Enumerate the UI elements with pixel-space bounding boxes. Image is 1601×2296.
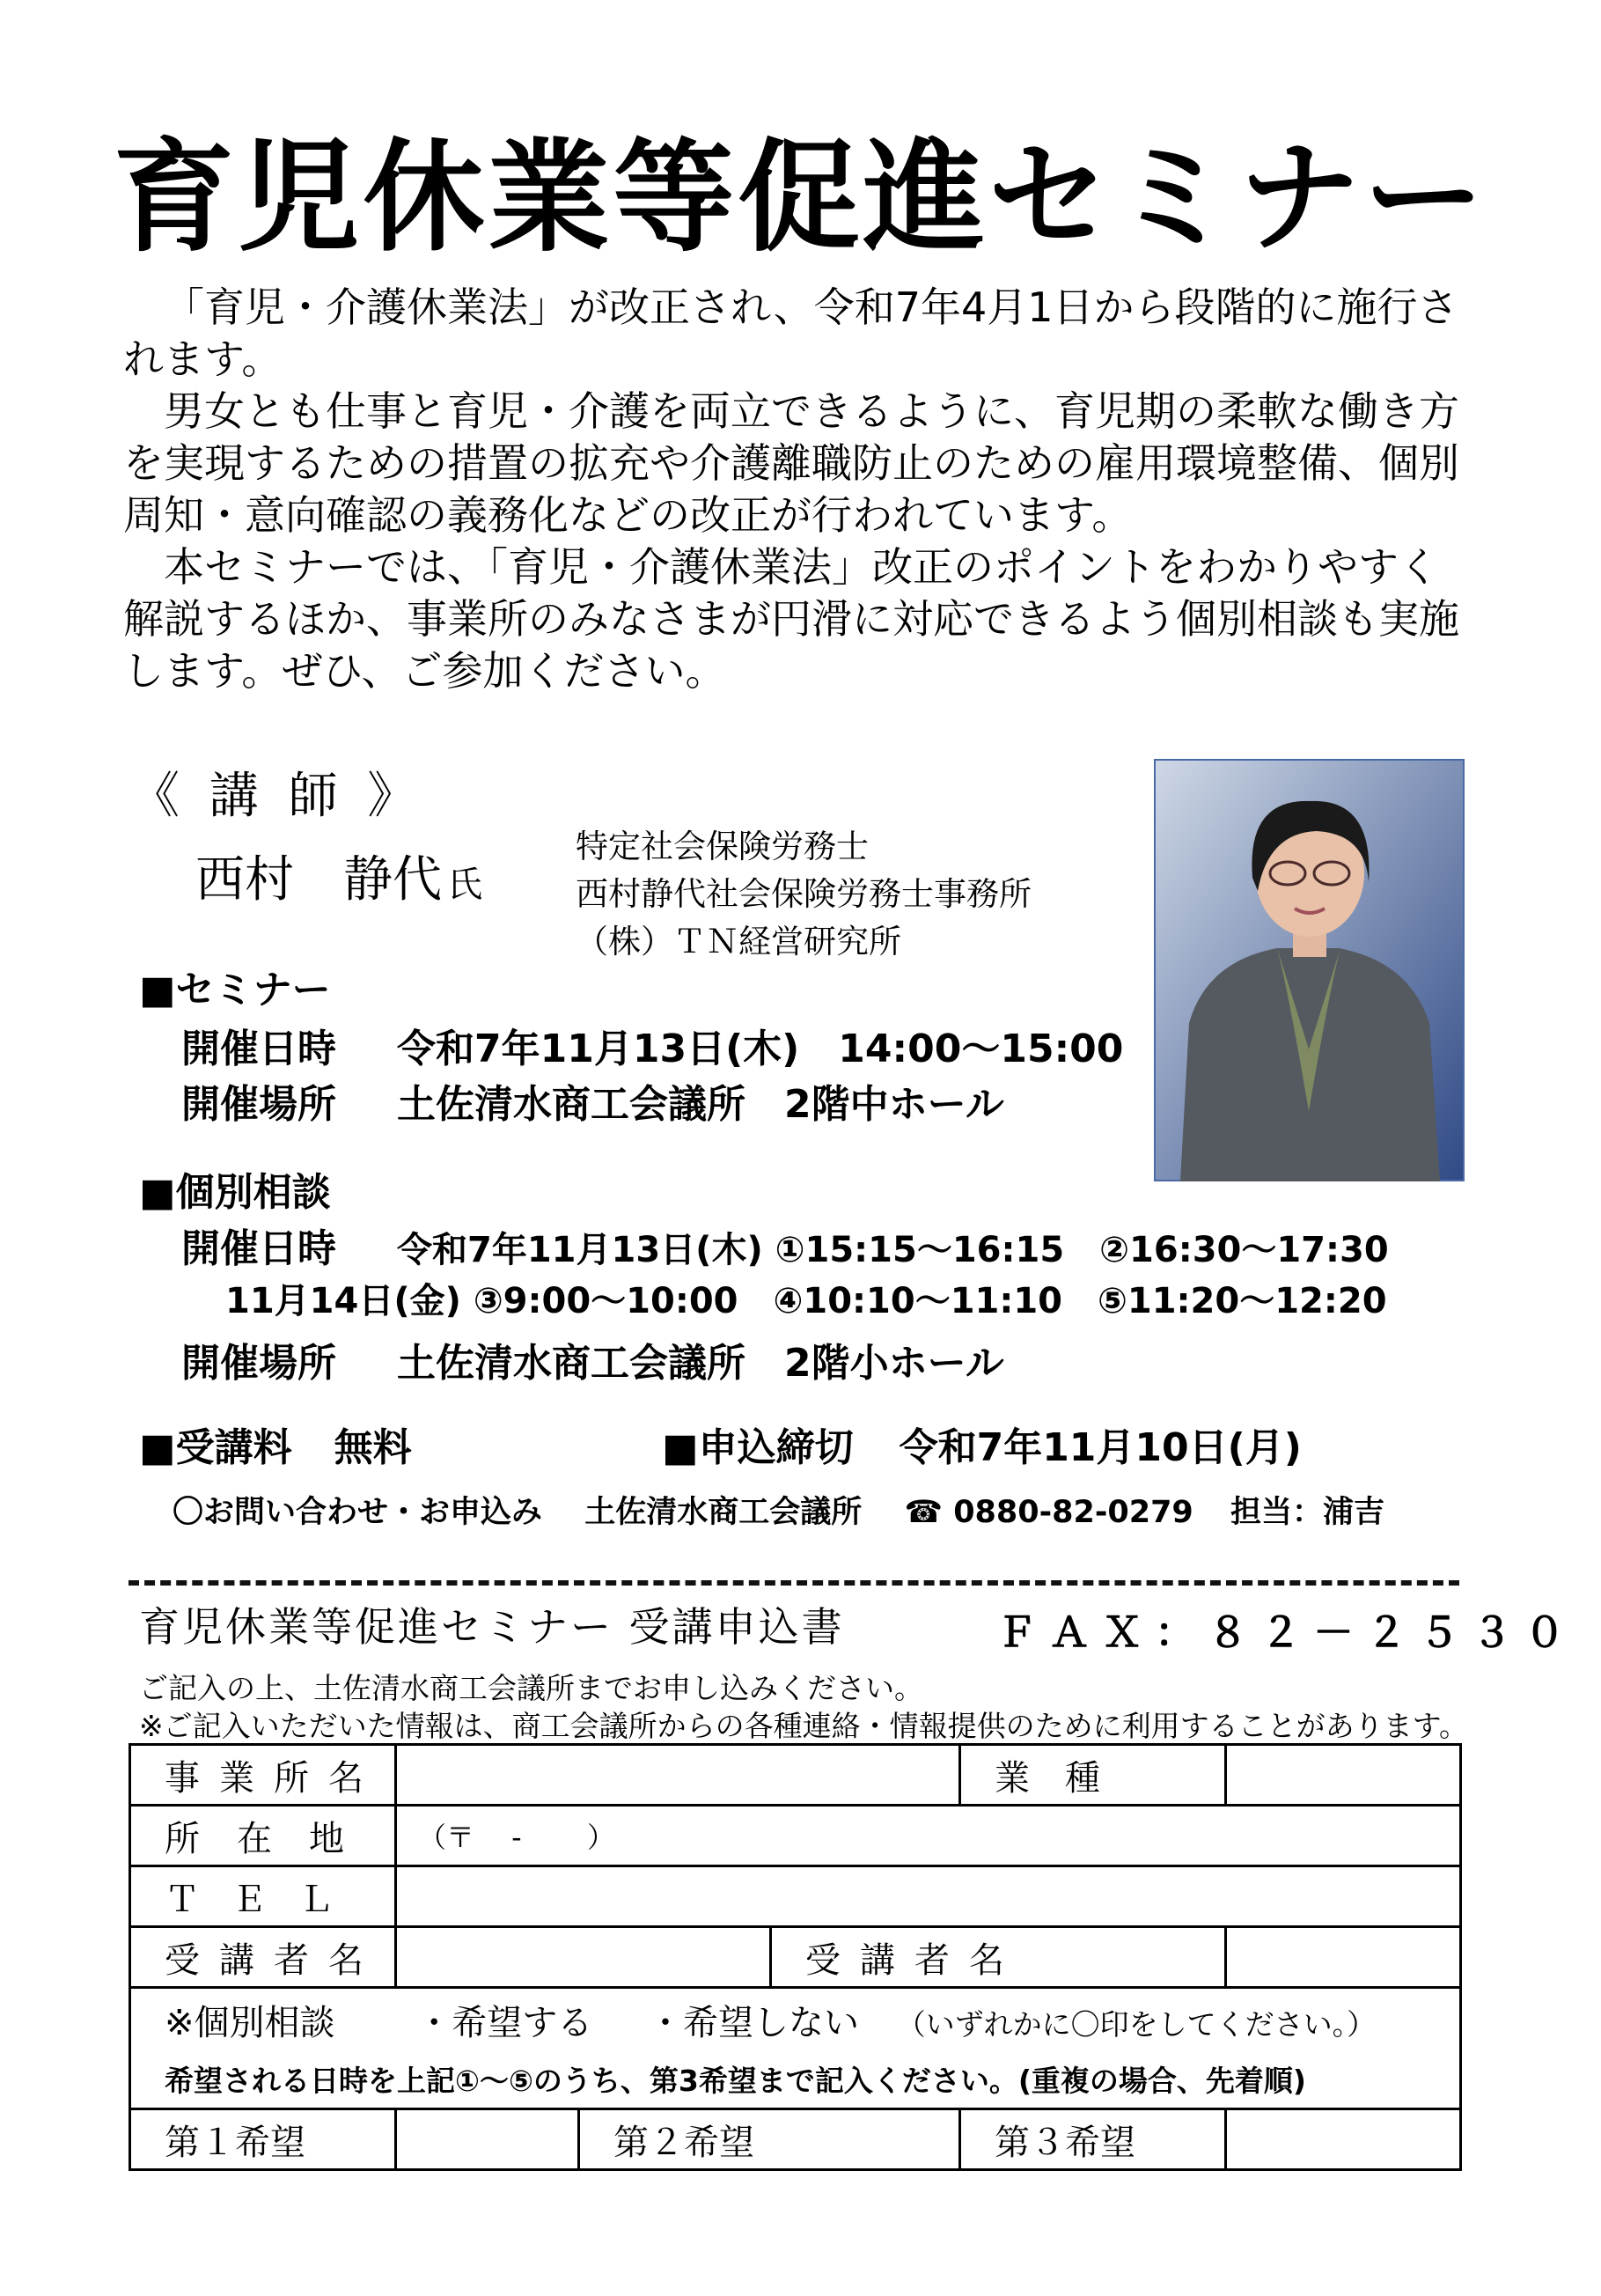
consult-date-label: 開催日時 [181,1226,336,1271]
tel-input[interactable] [396,1866,1461,1927]
consult-venue-row [181,1331,1004,1387]
seminar-date-value: 令和7年11月13日(木) 14:00～15:00 [397,1027,1124,1071]
form-row-address [130,1806,1461,1866]
deadline-row [662,1416,1302,1472]
attendee-2-label: 受講者名 [771,1927,1226,1988]
industry-input[interactable] [1226,1745,1461,1806]
fee-label: ■受講料 [139,1425,292,1470]
choice-3-label: 第３希望 [960,2109,1226,2170]
contact-person: 担当：浦吉 [1230,1495,1384,1530]
intro-paragraph: 「育児・介護休業法」が改正され、令和7年4月1日から段階的に施行されます。 [123,283,1458,383]
form-row-tel [130,1866,1461,1927]
seminar-venue-value: 土佐清水商工会議所 2階中ホール [397,1082,1004,1127]
seminar-venue-row [181,1072,1004,1129]
lecturer-suffix: 氏 [447,865,482,905]
business-name-input[interactable] [396,1745,960,1806]
attendee-2-input[interactable] [1226,1927,1461,1988]
tel-label: ＴＥＬ [130,1866,396,1927]
consult-date-value: 令和7年11月13日(木) ①15:15～16:15 ②16:30～17:30 [397,1230,1389,1270]
attendee-1-label: 受講者名 [130,1927,396,1988]
consult-choice-cell [130,1988,1461,2051]
lecturer-name [195,841,482,911]
consult-venue-label: 開催場所 [181,1341,336,1386]
affiliation-line: 西村静代社会保険労務士事務所 [576,875,1032,913]
seminar-date-row [181,1017,1123,1073]
seminar-heading: ■セミナー [139,968,331,1012]
fee-value: 無料 [334,1425,412,1470]
intro-paragraph: 本セミナーでは、「育児・介護休業法」改正のポイントをわかりやすく解説するほか、事業所のみなさまが円滑に対応できるよう個別相談も実施します。ぜひ、ご参加ください。 [123,543,1459,695]
consult-option-no[interactable]: ・希望しない [647,2002,859,2043]
fax-number: ＦＡＸ：８２－２５３０ [996,1608,1577,1656]
form-title: 育児休業等促進セミナー 受講申込書 [139,1603,845,1651]
lecturer-affiliations [576,823,1032,966]
intro-paragraph: 男女とも仕事と育児・介護を両立できるように、育児期の柔軟な働き方を実現するための措置の拡充や介護離職防止のための雇用環境整備、個別周知・意向確認の義務化などの改正が行われています。 [123,387,1459,539]
contact-phone: 0880-82-0279 [953,1495,1193,1530]
lecturer-label: 《 講 師 》 [130,768,424,825]
form-note-2: ※ご記入いただいた情報は、商工会議所からの各種連絡・情報提供のために利用することがあります。 [139,1709,1469,1743]
affiliation-line: 特定社会保険労務士 [576,828,869,865]
form-row-choices [130,2109,1461,2170]
phone-icon: ☎ [904,1495,944,1530]
cut-line [129,1580,1459,1586]
choice-2-label: 第２希望 [579,2109,960,2170]
deadline-label: ■申込締切 [662,1425,854,1470]
page-title: 育児休業等促進セミナー [113,127,1488,269]
deadline-value: 令和7年11月10日(月) [899,1425,1302,1470]
address-input[interactable]: （〒 - ） [396,1806,1461,1866]
consult-note: 希望される日時を上記①～⑤のうち、第3希望まで記入ください。(重複の場合、先着順) [130,2051,1461,2109]
form-row-consult-note [130,2051,1461,2109]
choice-3-input[interactable] [1226,2109,1461,2170]
lecturer-photo [1154,759,1465,1181]
contact-org: 土佐清水商工会議所 [584,1495,863,1530]
seminar-date-label: 開催日時 [181,1027,336,1071]
business-name-label: 事業所名 [130,1745,396,1806]
consult-heading: ■個別相談 [139,1170,331,1215]
choice-1-label: 第１希望 [130,2109,396,2170]
consult-option-yes[interactable]: ・希望する [416,2002,593,2043]
contact-label: 〇お問い合わせ・お申込み [173,1495,543,1530]
choice-1-input[interactable] [396,2109,579,2170]
form-row-attendees [130,1927,1461,1988]
fee-row [139,1416,412,1472]
form-note-1: ご記入の上、土佐清水商工会議所までお申し込みください。 [139,1671,923,1705]
intro-text [123,282,1479,697]
consult-option-note: （いずれかに〇印をしてください。） [896,2006,1377,2042]
consult-date-row [181,1217,1389,1273]
industry-label: 業 種 [960,1745,1226,1806]
lecturer-name-text: 西村 静代 [195,851,442,909]
application-form-table [129,1743,1462,2171]
form-row-consult [130,1988,1461,2051]
affiliation-line: （株）ＴＮ経営研究所 [576,923,901,960]
contact-row [173,1488,1384,1532]
form-row-business [130,1745,1461,1806]
consult-date-row-2: 11月14日(金) ③9:00～10:00 ④10:10～11:10 ⑤11:20～12:20 [225,1281,1387,1321]
attendee-1-input[interactable] [396,1927,771,1988]
consult-option-label: ※個別相談 [165,2002,335,2043]
address-label: 所在地 [130,1806,396,1866]
seminar-venue-label: 開催場所 [181,1082,336,1127]
consult-venue-value: 土佐清水商工会議所 2階小ホール [397,1341,1004,1386]
